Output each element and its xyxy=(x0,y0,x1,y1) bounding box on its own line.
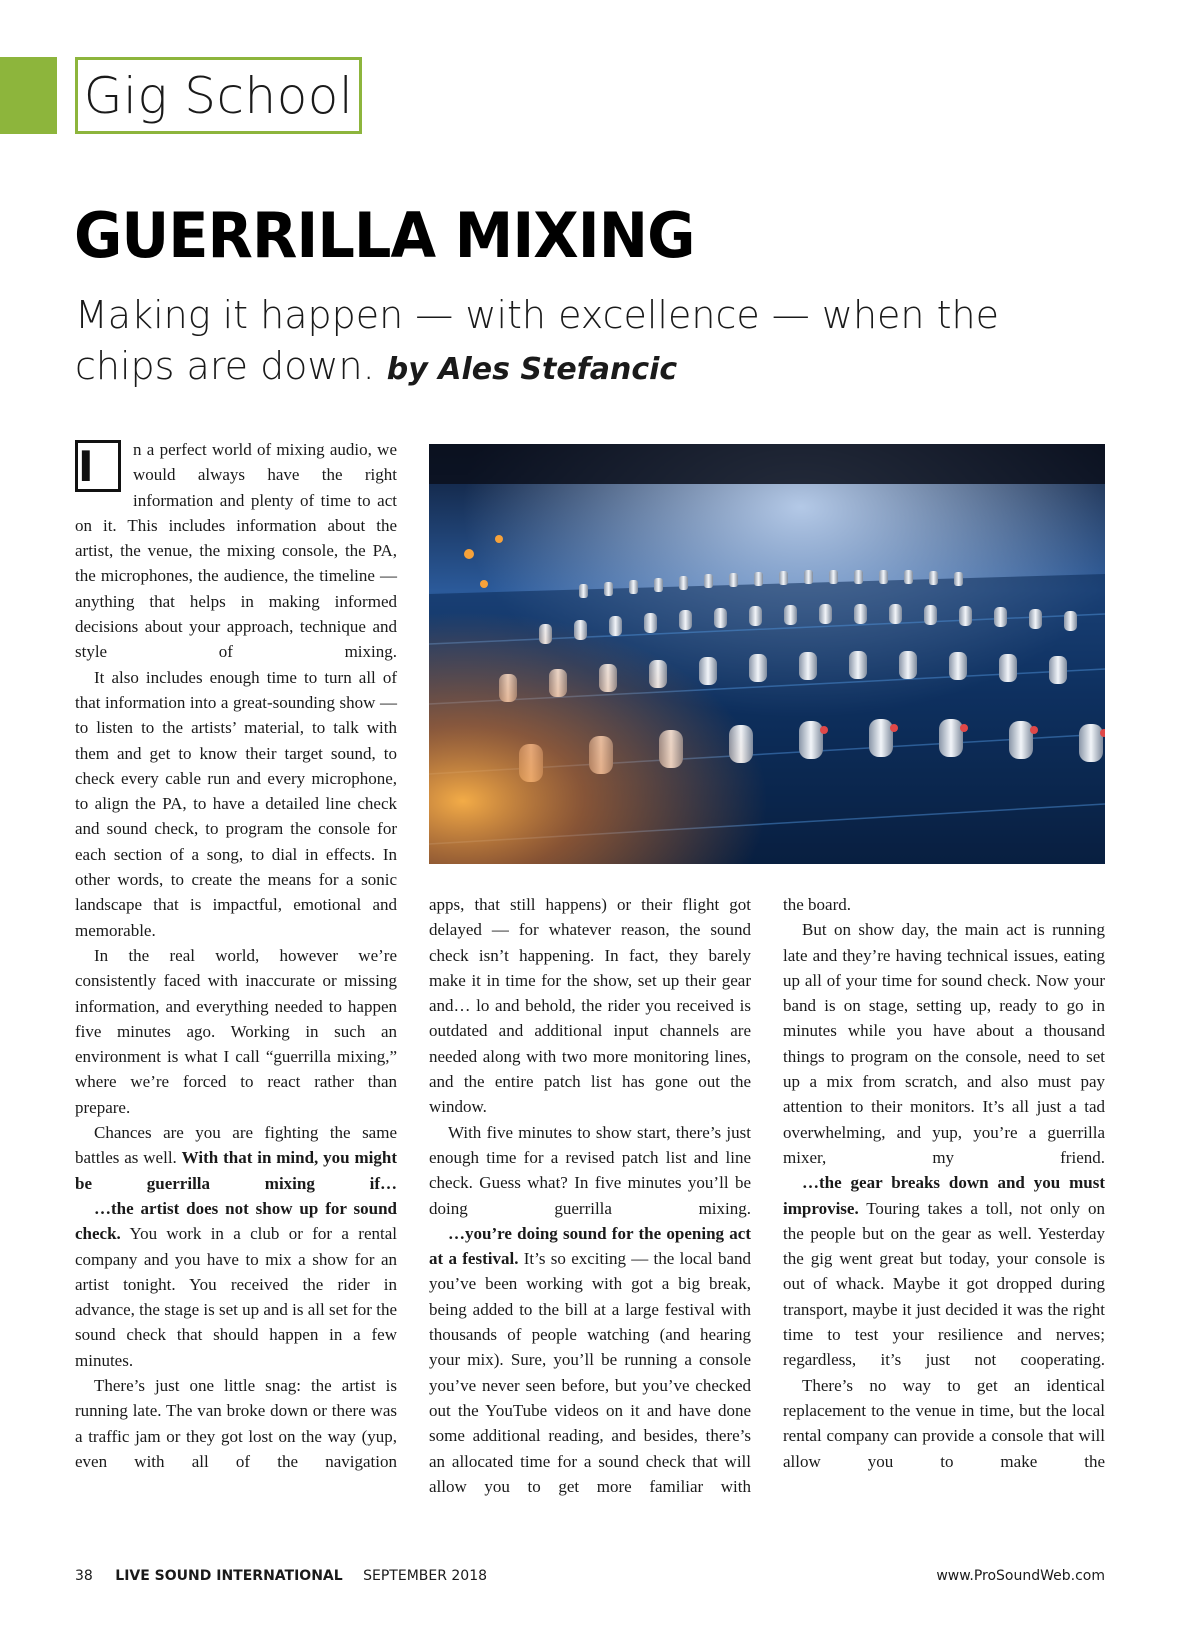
body-paragraph: It also includes enough time to turn all of that information into a great-sounding show — to listen to the artists’ material, to talk with them and get to know their target sound, to check every cable run and every microphone, to align the PA, to have a detailed line check and sound check, to program the console for each section of a song, to dial in effects. In other words, to create the means for a sonic landscape that is impactful, emotional and memorable. xyxy=(75,667,397,940)
body-paragraph: There’s just one little snag: the artist is running late. The van broke down or there was a traffic jam or they got lost on the way (yup, even with all of the navigation xyxy=(75,1375,397,1471)
paragraph-text: n a perfect world of mixing audio, we would always have the right information and plenty of time to act on it. This includes information about the artist, the venue, the mixing console, the PA, the microphones, the audience, the timeline — anything that helps in making informed decisions about your approach, technique and style of mixing. xyxy=(75,440,397,662)
byline: by Ales Stefancic xyxy=(386,352,678,387)
subhead-lead-in: …the artist does not show up for sound check. xyxy=(75,1198,397,1244)
body-column-2 xyxy=(429,892,751,1499)
article-title: GUERRILLA MIXING xyxy=(74,199,695,272)
mixing-console-image xyxy=(429,444,1105,864)
paragraph-text: Touring takes a toll, not only on the people but on the gear as well. Yesterday the gig went great but today, your console is out of whack. Maybe it got dropped during transport, maybe it just decided it was the right time to test your resilience and nerves; regardless, it’s just not cooperating. xyxy=(783,1198,1105,1370)
page-number: 38 xyxy=(75,1568,93,1584)
page-footer xyxy=(75,1568,1105,1584)
body-paragraph xyxy=(75,437,397,665)
issue-date: SEPTEMBER 2018 xyxy=(363,1568,488,1584)
section-label: Gig School xyxy=(83,66,354,125)
magazine-name: LIVE SOUND INTERNATIONAL xyxy=(115,1568,343,1584)
body-paragraph: There’s no way to get an identical replacement to the venue in time, but the local rental company can provide a console that will allow you to make the xyxy=(783,1375,1105,1471)
mixing-console-photo xyxy=(429,444,1105,864)
section-accent-bar xyxy=(0,57,57,134)
body-column-3 xyxy=(783,892,1105,1474)
body-paragraph xyxy=(75,1196,397,1373)
subhead-lead-in: …you’re doing sound for the opening act at a festival. xyxy=(429,1223,751,1269)
section-label-box xyxy=(75,57,362,134)
subhead-lead-in: With that in mind, you might be guerrilla mixing if… xyxy=(75,1148,398,1193)
article-deck xyxy=(75,290,1095,395)
body-paragraph: apps, that still happens) or their flight got delayed — for whatever reason, the sound check isn’t happening. In fact, they barely make it in time for the show, set up their gear and… lo and behold, the rider you received is outdated and additional input channels are needed along with two more monitoring lines, and the entire patch list has gone out the window. xyxy=(429,895,751,1117)
body-paragraph xyxy=(783,1170,1105,1372)
paragraph-text: It’s so exciting — the local band you’ve been working with got a big break, being added to the bill at a large festival with thousands of people watching (and hearing your mix). Sure, you’ll be running a console you’ve never seen before, but you’ve checked out the YouTube videos on it and have done some additional reading, and besides, there’s an allocated time for a sound check that will allow you to get more familiar with xyxy=(429,1249,752,1496)
paragraph-text: Chances are you are fighting the same battles as well. xyxy=(75,1123,397,1168)
body-paragraph: With five minutes to show start, there’s just enough time for a revised patch list and line check. Guess what? In five minutes you’ll be doing guerrilla mixing. xyxy=(429,1122,751,1218)
website-url: www.ProSoundWeb.com xyxy=(936,1568,1105,1584)
body-paragraph: the board. xyxy=(783,895,851,914)
body-paragraph: But on show day, the main act is running late and they’re having technical issues, eating up all of your time for sound check. Now your band is on stage, setting up, ready to go in minutes while you have about a thousand things to program on the console, need to set up a mix from scratch, and also must pay attention to their monitors. It’s all just a tad overwhelming, and yup, you’re a guerrilla mixer, my friend. xyxy=(783,920,1105,1167)
paragraph-text: You work in a club or for a rental company and you have to mix a show for an artist tonight. You received the rider in advance, the stage is set up and is all set for the sound check that should happen in a few minutes. xyxy=(75,1224,397,1370)
deck-text: Making it happen — with excellence — when the chips are down. xyxy=(75,293,999,388)
subhead-lead-in: …the gear breaks down and you must improvise. xyxy=(783,1173,1105,1218)
body-column-1 xyxy=(75,437,397,1474)
body-paragraph xyxy=(75,1120,397,1196)
drop-cap: I xyxy=(75,440,121,492)
body-paragraph: In the real world, however we’re consistently faced with inaccurate or missing information, and everything needed to happen five minutes ago. Working in such an environment is what I call “guerrilla mixing,” where we’re forced to react rather than prepare. xyxy=(75,945,397,1117)
body-paragraph xyxy=(429,1221,751,1499)
